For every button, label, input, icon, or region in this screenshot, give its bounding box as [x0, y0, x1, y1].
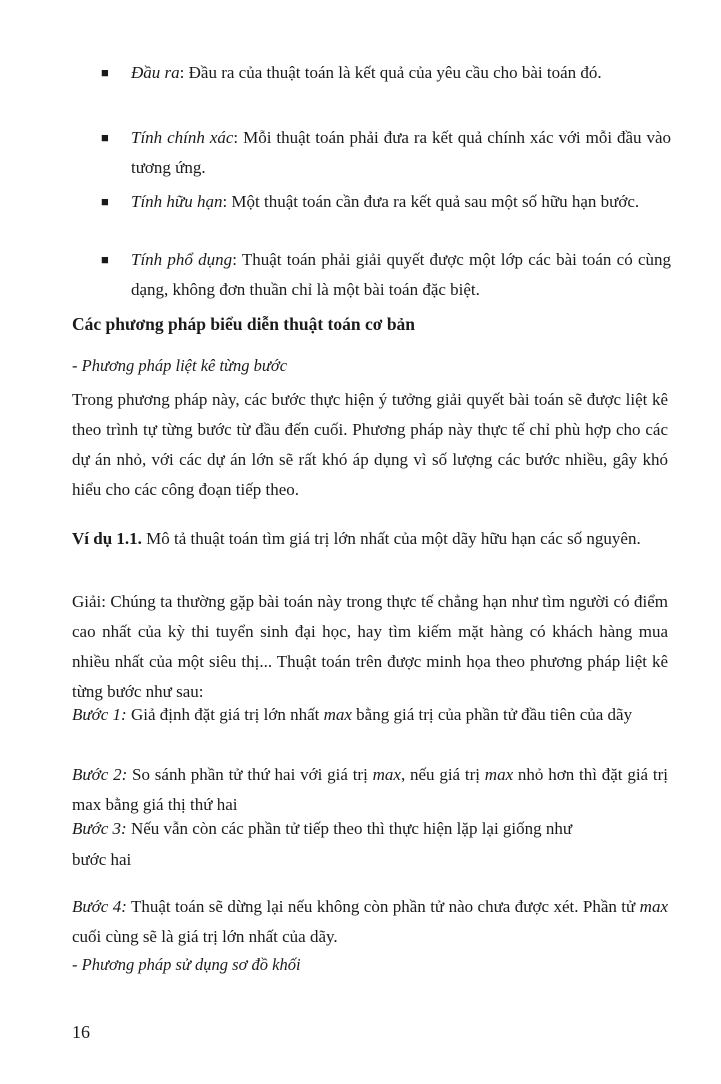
- step-4: Bước 4: Thuật toán sẽ dừng lại nếu không còn phần tử nào chưa được xét. Phần tử max cuối cùng sẽ là giá trị lớn nhất của dãy.: [72, 897, 668, 946]
- bullet-square-icon: ■: [101, 130, 109, 145]
- bullet-item: Tính chính xác: Mỗi thuật toán phải đưa ra kết quả chính xác với mỗi đầu vào tương ứng.: [131, 128, 671, 177]
- section-heading: Các phương pháp biểu diễn thuật toán cơ bản: [72, 314, 416, 334]
- bullet-square-icon: ■: [101, 65, 109, 80]
- bullet-item: Đầu ra: Đầu ra của thuật toán là kết quả của yêu cầu cho bài toán đó.: [131, 63, 602, 82]
- step-3: Bước 3: Nếu vẫn còn các phần tử tiếp theo thì thực hiện lặp lại giống như: [72, 819, 573, 838]
- method-subheading: - Phương pháp liệt kê từng bước: [72, 356, 288, 375]
- method-subheading: - Phương pháp sử dụng sơ đồ khối: [72, 955, 301, 974]
- step-2: Bước 2: So sánh phần tử thứ hai với giá trị max, nếu giá trị max nhỏ hơn thì đặt giá trị max bằng giá thị thứ hai: [72, 765, 668, 814]
- page-number: 16: [72, 1022, 90, 1042]
- bullet-item: Tính phổ dụng: Thuật toán phải giải quyết được một lớp các bài toán có cùng dạng, không đơn thuần chỉ là một bài toán đặc biệt.: [131, 250, 671, 299]
- bullet-square-icon: ■: [101, 194, 109, 209]
- bullet-item: Tính hữu hạn: Một thuật toán cần đưa ra kết quả sau một số hữu hạn bước.: [131, 192, 640, 211]
- step-3-continued: bước hai: [72, 850, 132, 869]
- method-paragraph: Trong phương pháp này, các bước thực hiện ý tưởng giải quyết bài toán sẽ được liệt kê theo trình tự từng bước từ đầu đến cuối. Phương pháp này thực tế chỉ phù hợp cho các dự án nhỏ, với các dự án lớn sẽ rất khó áp dụng vì số lượng các bước nhiều, gây khó hiểu cho các công đoạn tiếp theo.: [72, 390, 668, 499]
- step-1: Bước 1: Giả định đặt giá trị lớn nhất max bằng giá trị của phần tử đầu tiên của dãy: [72, 705, 633, 724]
- solution-paragraph: Giải: Chúng ta thường gặp bài toán này trong thực tế chẳng hạn như tìm người có điểm cao nhất của kỳ thi tuyển sinh đại học, hay tìm kiếm mặt hàng có khách hàng mua nhiều nhất của một siêu thị... Thuật toán trên được minh họa theo phương pháp liệt kê từng bước như sau:: [72, 592, 668, 701]
- bullet-square-icon: ■: [101, 252, 109, 267]
- example-paragraph: Ví dụ 1.1. Mô tả thuật toán tìm giá trị lớn nhất của một dãy hữu hạn các số nguyên.: [72, 529, 641, 548]
